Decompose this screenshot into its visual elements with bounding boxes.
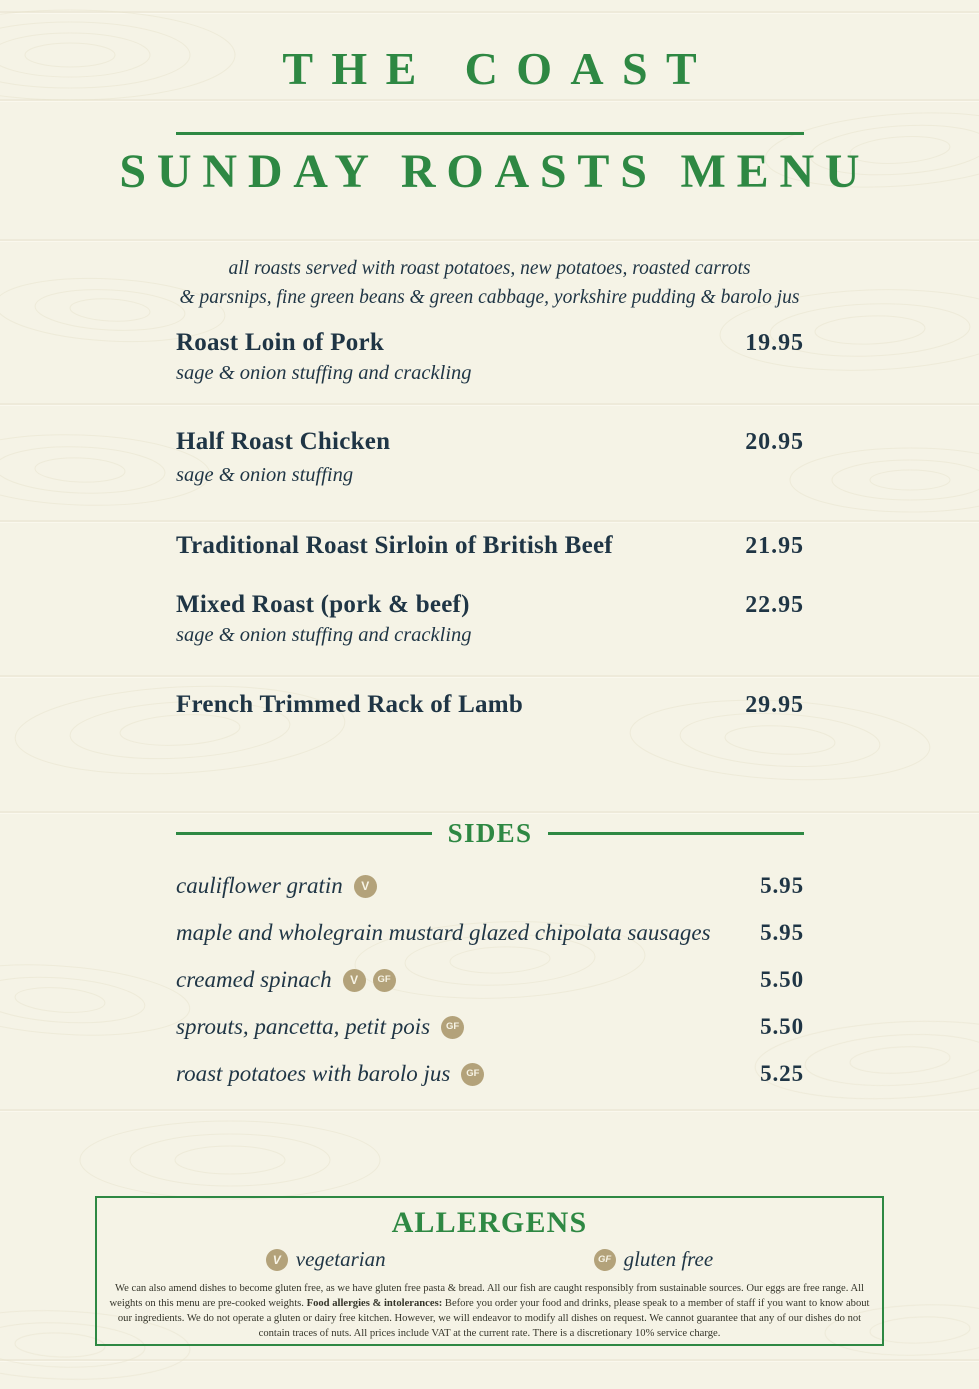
side-price: 5.95 [760, 873, 804, 898]
dietary-badges [343, 969, 396, 992]
allergens-box [95, 1196, 884, 1346]
dietary-badges [354, 875, 377, 898]
smallprint-part-1: We can also amend dishes to become gluten free, as we have gluten free pasta & bread. All our fish are caught responsibly from sustainable sources. Our eggs are free range. All weights on this menu are pre-cooked weights. [109, 1283, 864, 1310]
sides-title: SIDES [447, 818, 533, 848]
side-price: 5.50 [760, 1014, 804, 1039]
item-name: Half Roast Chicken [176, 428, 391, 455]
side-item-row [176, 1014, 804, 1040]
allergens-smallprint [106, 1281, 874, 1342]
legend-label: gluten free [623, 1247, 714, 1271]
smallprint-bold: Food allergies & intolerances: [306, 1298, 443, 1310]
side-price: 5.95 [760, 920, 804, 945]
gluten-free-badge-icon: GF [441, 1016, 464, 1039]
allergens-title: ALLERGENS [391, 1206, 588, 1239]
allergens-legend [97, 1247, 882, 1272]
dietary-badges [461, 1063, 484, 1086]
item-name: Mixed Roast (pork & beef) [176, 591, 470, 618]
sides-section-header [176, 818, 804, 849]
intro-line-1: all roasts served with roast potatoes, new potatoes, roasted carrots [228, 258, 751, 279]
side-name: maple and wholegrain mustard glazed chipolata sausages [176, 920, 711, 945]
roast-item-row [176, 691, 804, 719]
sides-divider-left [176, 832, 432, 835]
item-description: sage & onion stuffing [176, 464, 354, 486]
menu-title: SUNDAY ROASTS MENU [119, 145, 871, 198]
intro-line-2: & parsnips, fine green beans & green cabbage, yorkshire pudding & barolo jus [179, 287, 800, 309]
dietary-badges [441, 1016, 464, 1039]
intro-text [0, 254, 979, 313]
roast-item-row [176, 532, 804, 560]
restaurant-name: THE COAST [282, 43, 716, 94]
vegetarian-badge-icon: V [354, 875, 377, 898]
side-name: creamed spinach [176, 967, 332, 992]
header-divider [176, 132, 804, 135]
gluten-free-badge-icon: GF [594, 1249, 616, 1271]
side-item-row [176, 967, 804, 993]
sides-divider-right [548, 832, 804, 835]
item-name: Traditional Roast Sirloin of British Beef [176, 532, 613, 559]
roast-item-row [176, 329, 804, 357]
item-price: 20.95 [745, 429, 804, 455]
item-price: 29.95 [745, 692, 804, 718]
side-item-row [176, 920, 804, 946]
side-name: cauliflower gratin [176, 873, 343, 898]
side-price: 5.25 [760, 1061, 804, 1086]
vegetarian-badge-icon: V [266, 1249, 288, 1271]
side-item-row [176, 1061, 804, 1087]
legend-vegetarian [266, 1247, 386, 1272]
item-name: Roast Loin of Pork [176, 329, 384, 356]
side-item-row [176, 873, 804, 899]
item-price: 19.95 [745, 330, 804, 356]
item-description: sage & onion stuffing and crackling [176, 624, 472, 646]
roast-item-row [176, 428, 804, 456]
item-name: French Trimmed Rack of Lamb [176, 691, 524, 718]
side-name: sprouts, pancetta, petit pois [176, 1014, 431, 1039]
legend-gluten-free [594, 1247, 714, 1272]
vegetarian-badge-icon: V [343, 969, 366, 992]
roast-item-row [176, 591, 804, 619]
item-description: sage & onion stuffing and crackling [176, 362, 472, 384]
item-price: 21.95 [745, 533, 804, 559]
legend-label: vegetarian [295, 1247, 386, 1271]
smallprint-part-2: Before you order your food and drinks, please speak to a member of staff if you want to know about our ingredients. We do not operate a gluten or dairy free kitchen. However, we will endeavor to modify all dishes on request. We cannot guarantee that any of our dishes do not contain traces of nuts. All prices include VAT at the current rate. There is a discretionary 10% service charge. [117, 1298, 870, 1340]
side-price: 5.50 [760, 967, 804, 992]
item-price: 22.95 [745, 592, 804, 618]
gluten-free-badge-icon: GF [373, 969, 396, 992]
side-name: roast potatoes with barolo jus [176, 1061, 451, 1086]
gluten-free-badge-icon: GF [461, 1063, 484, 1086]
